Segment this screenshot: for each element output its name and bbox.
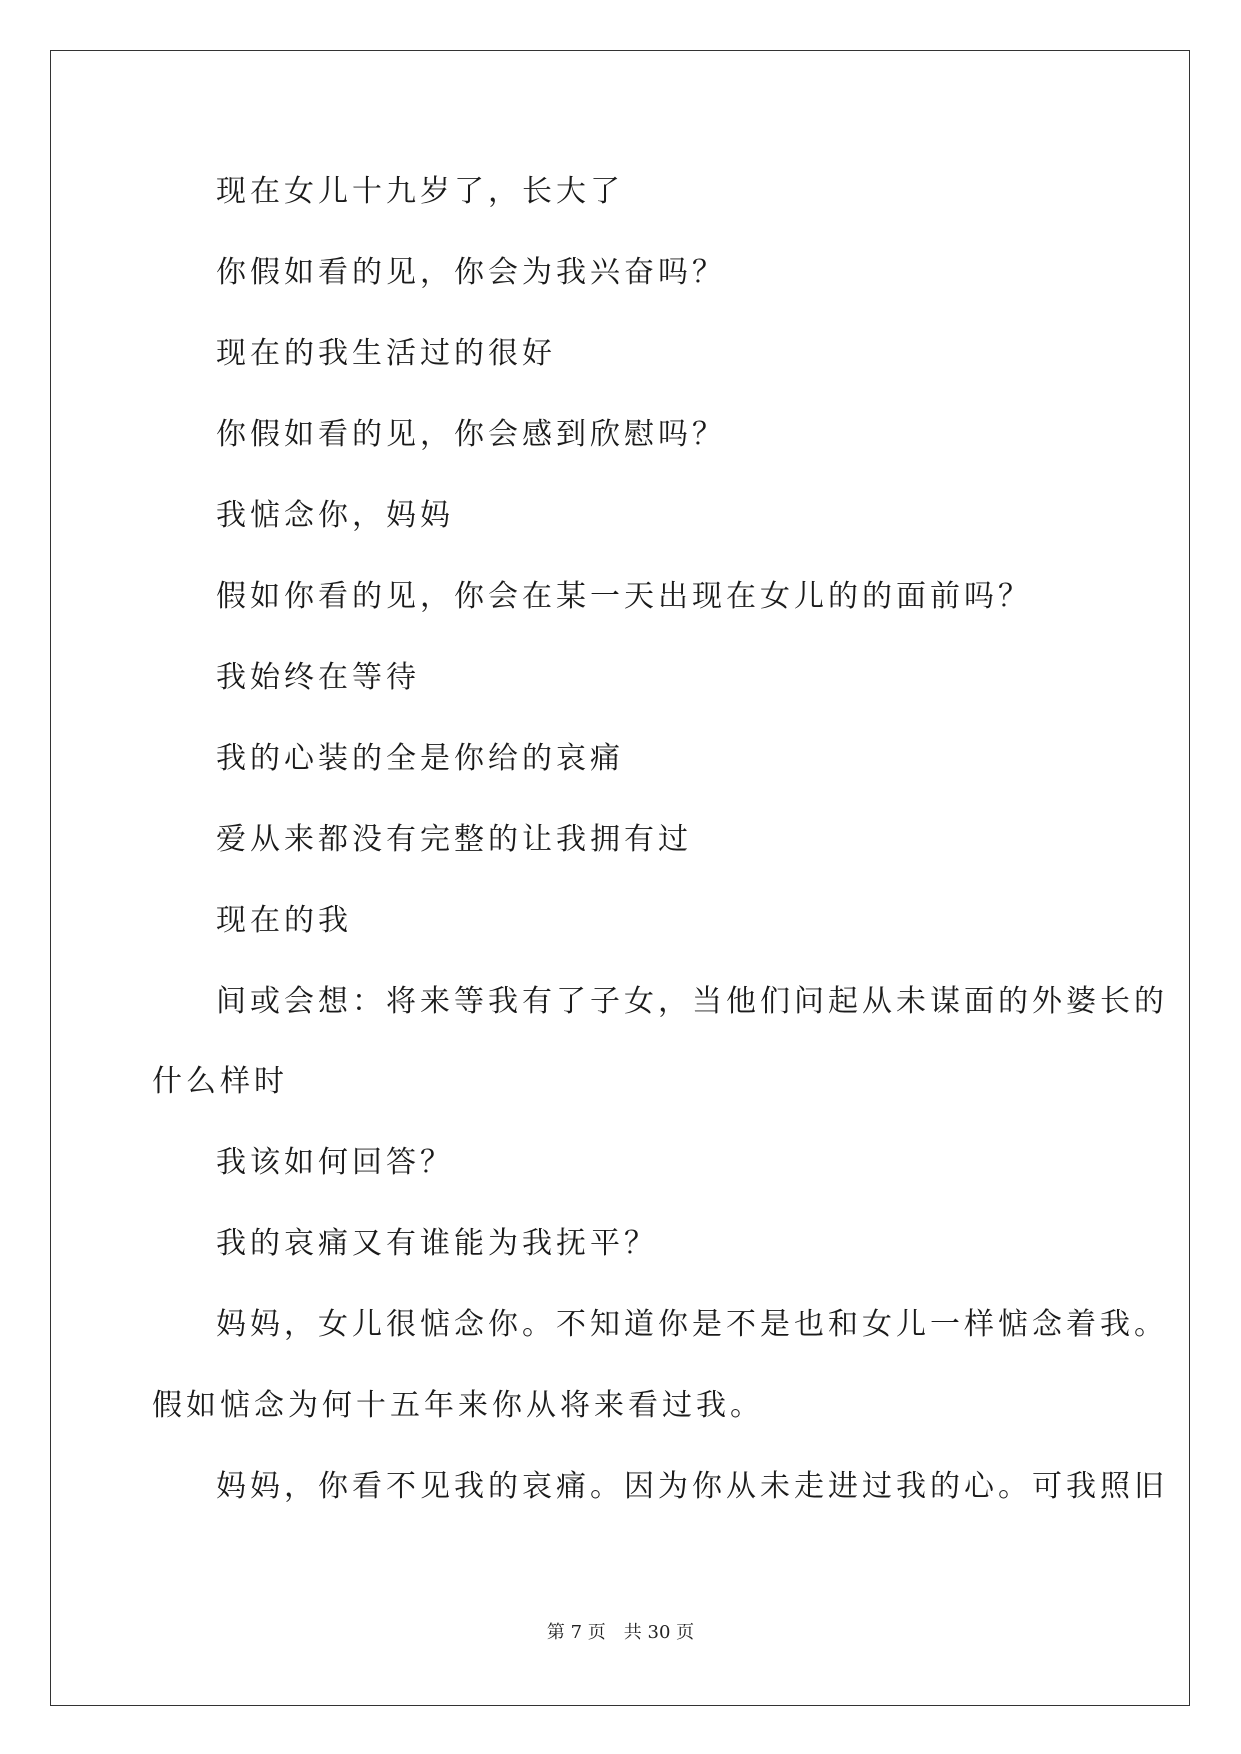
text-line: 我的心装的全是你给的哀痛 bbox=[216, 741, 624, 776]
text-line: 我始终在等待 bbox=[216, 660, 420, 695]
text-line: 现在的我 bbox=[216, 903, 352, 938]
text-line: 妈妈，你看不见我的哀痛。因为你从未走进过我的心。可我照旧 bbox=[216, 1469, 1168, 1504]
text-line: 现在女儿十九岁了，长大了 bbox=[216, 174, 624, 209]
text-line: 什么样时 bbox=[152, 1064, 288, 1099]
text-line: 假如惦念为何十五年来你从将来看过我。 bbox=[152, 1388, 764, 1423]
text-line: 你假如看的见，你会感到欣慰吗？ bbox=[216, 417, 726, 452]
text-line: 现在的我生活过的很好 bbox=[216, 336, 556, 371]
text-line: 我该如何回答？ bbox=[216, 1145, 454, 1180]
text-line: 间或会想：将来等我有了子女，当他们问起从未谋面的外婆长的 bbox=[216, 984, 1168, 1019]
page-border bbox=[50, 50, 1190, 1706]
text-line: 我惦念你，妈妈 bbox=[216, 498, 454, 533]
page-number: 第 7 页 共 30 页 bbox=[546, 1622, 695, 1643]
text-line: 假如你看的见，你会在某一天出现在女儿的的面前吗？ bbox=[216, 579, 1032, 614]
text-line: 爱从来都没有完整的让我拥有过 bbox=[216, 822, 692, 857]
text-line: 你假如看的见，你会为我兴奋吗？ bbox=[216, 255, 726, 290]
text-line: 妈妈，女儿很惦念你。不知道你是不是也和女儿一样惦念着我。 bbox=[216, 1307, 1168, 1342]
text-line: 我的哀痛又有谁能为我抚平？ bbox=[216, 1226, 658, 1261]
